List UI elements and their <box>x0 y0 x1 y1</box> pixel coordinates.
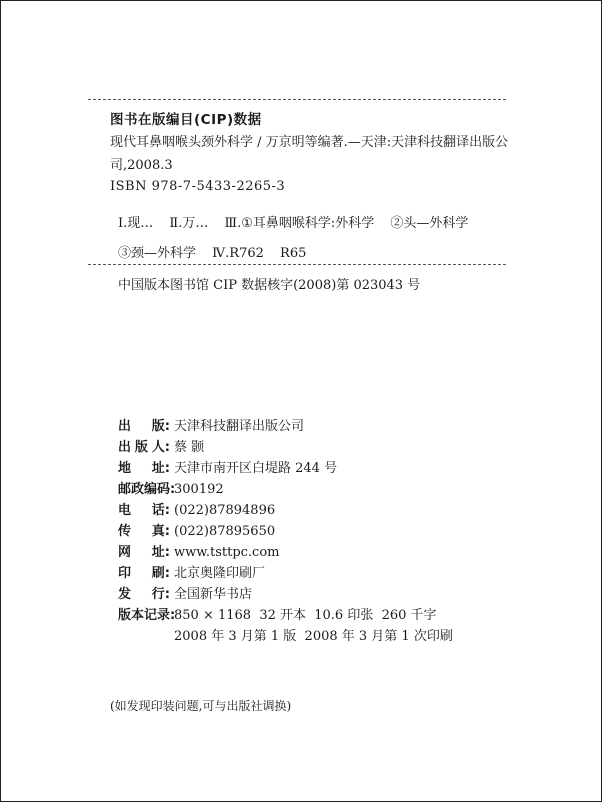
row-label: 传 真: <box>118 524 170 539</box>
row-label: 出 版: <box>118 419 170 434</box>
row-value: 300192 <box>174 482 224 497</box>
cip-number: 中国版本图书馆 CIP 数据核字(2008)第 023043 号 <box>118 278 421 293</box>
row-label: 网 址: <box>118 545 170 560</box>
publisher-person-row <box>118 437 453 458</box>
row-label: 版本记录: <box>118 608 176 623</box>
distributor-row <box>118 584 453 605</box>
phone-row <box>118 500 453 521</box>
cip-title: 图书在版编目(CIP)数据 <box>110 112 262 128</box>
publication-info <box>118 416 453 647</box>
isbn: ISBN 978-7-5433-2265-3 <box>110 179 286 194</box>
website-row <box>118 542 453 563</box>
website-link[interactable]: www.tsttpc.com <box>174 545 280 560</box>
class-entry: ②头—外科学 <box>390 216 469 231</box>
cip-description: 现代耳鼻咽喉头颈外科学 / 万京明等编著.—天津:天津科技翻译出版公司,2008.3 <box>110 135 509 173</box>
row-label: 出 版 人: <box>118 440 170 455</box>
classification-line-1 <box>118 212 480 231</box>
row-value: (022)87895650 <box>174 524 276 539</box>
row-label: 地 址: <box>118 461 170 476</box>
class-entry: Ⅲ.①耳鼻咽喉科学:外科学 <box>224 216 375 231</box>
address-row <box>118 458 453 479</box>
print-quality-notice: (如发现印装问题,可与出版社调换) <box>110 699 292 713</box>
postcode-row <box>118 479 453 500</box>
row-value: 天津科技翻译出版公司 <box>174 419 305 434</box>
row-value: 蔡 颢 <box>174 440 205 455</box>
top-dotted-rule <box>88 99 506 100</box>
row-value: 850 × 1168 32 开本 10.6 印张 260 千字 <box>174 608 437 623</box>
printer-row <box>118 563 453 584</box>
row-value: 全国新华书店 <box>174 587 253 602</box>
row-label: 邮政编码: <box>118 482 176 497</box>
class-entry: Ⅰ.现… <box>118 216 154 231</box>
fax-row <box>118 521 453 542</box>
publisher-row <box>118 416 453 437</box>
row-label: 电 话: <box>118 503 170 518</box>
classification-line-2 <box>118 242 318 261</box>
row-label: 发 行: <box>118 587 170 602</box>
row-value: 北京奥隆印刷厂 <box>174 566 266 581</box>
edition-record-row <box>118 605 453 626</box>
row-value: (022)87894896 <box>174 503 276 518</box>
row-value: 天津市南开区白堤路 244 号 <box>174 461 338 476</box>
class-entry: Ⅱ.万… <box>169 216 209 231</box>
middle-dotted-rule <box>88 264 506 265</box>
class-entry: R65 <box>280 246 307 261</box>
class-entry: ③颈—外科学 <box>118 246 197 261</box>
row-label: 印 刷: <box>118 566 170 581</box>
class-entry: Ⅳ.R762 <box>212 246 264 261</box>
edition-line: 2008 年 3 月第 1 版 2008 年 3 月第 1 次印刷 <box>174 629 453 644</box>
